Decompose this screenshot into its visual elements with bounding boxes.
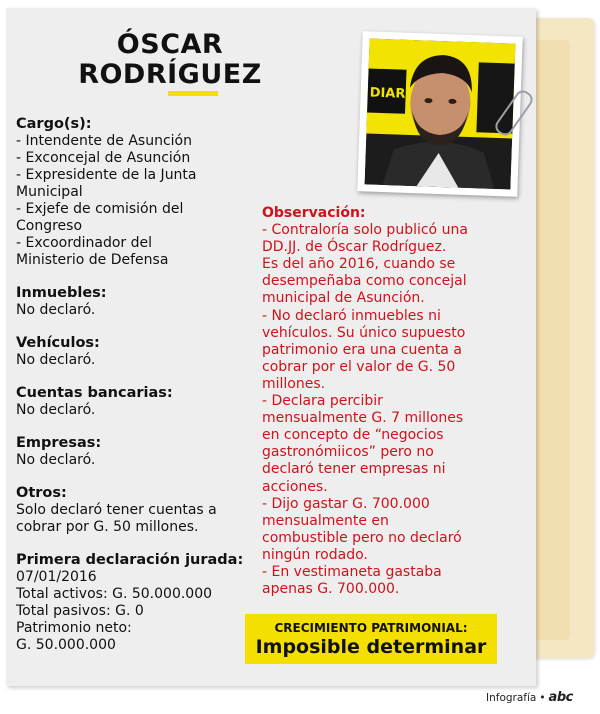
inmuebles-value: No declaró.: [16, 302, 96, 318]
patrimonial-growth-banner: [245, 614, 497, 664]
cuentas-value: No declaró.: [16, 402, 96, 418]
otros-line: Solo declaró tener cuentas a: [16, 502, 217, 518]
cargo-line: Ministerio de Defensa: [16, 252, 169, 268]
primera-declaracion-line: Patrimonio neto:: [16, 620, 132, 636]
portrait-image: [364, 38, 515, 189]
otros-section: [16, 485, 256, 536]
primera-declaracion-line: G. 50.000.000: [16, 637, 116, 653]
cargo-line: - Expresidente de la Junta: [16, 167, 197, 183]
banner-subtitle: CRECIMIENTO PATRIMONIAL:: [274, 621, 468, 635]
banner-title: Imposible determinar: [255, 636, 487, 658]
observation-line: - No declaró inmuebles ni: [262, 307, 441, 324]
observation-line: combustible pero no declaró: [262, 529, 462, 546]
observation-line: apenas G. 700.000.: [262, 581, 400, 598]
abc-logo: abc: [548, 690, 573, 705]
inmuebles-section: [16, 285, 256, 319]
observation-line: DD.JJ. de Óscar Rodríguez.: [262, 239, 447, 256]
vehiculos-section: [16, 335, 256, 369]
person-photo: [357, 31, 522, 196]
empresas-value: No declaró.: [16, 452, 96, 468]
primera-declaracion-section: [16, 552, 256, 654]
cargo-line: - Intendente de Asunción: [16, 133, 192, 149]
observation-line: acciones.: [262, 478, 328, 495]
observation-line: declaró tener empresas ni: [262, 461, 446, 478]
otros-line: cobrar por G. 50 millones.: [16, 519, 199, 535]
credit-label: Infografía: [486, 692, 537, 704]
otros-label: Otros:: [16, 485, 67, 501]
cargos-label: Cargo(s):: [16, 116, 92, 132]
cargos-section: [16, 116, 256, 269]
cargo-line: Congreso: [16, 218, 83, 234]
primera-declaracion-label: Primera declaración jurada:: [16, 552, 244, 568]
observation-line: gastronómiicos” pero no: [262, 444, 434, 461]
observation-line: mensualmente en: [262, 512, 389, 529]
observation-line: desempeñaba como concejal: [262, 273, 467, 290]
observation-section: [262, 205, 502, 598]
declaration-summary: [16, 116, 256, 670]
primera-declaracion-line: Total pasivos: G. 0: [16, 603, 144, 619]
primera-declaracion-line: 07/01/2016: [16, 569, 97, 585]
observation-line: vehículos. Su único supuesto: [262, 324, 466, 341]
observation-line: - Contraloría solo publicó una: [262, 222, 468, 239]
observation-line: cobrar por el valor de G. 50: [262, 358, 456, 375]
person-name: [60, 30, 280, 90]
cargo-line: Municipal: [16, 184, 83, 200]
cargo-line: - Exjefe de comisión del: [16, 201, 184, 217]
observation-line: - Dijo gastar G. 700.000: [262, 495, 430, 512]
observation-line: Es del año 2016, cuando se: [262, 256, 456, 273]
credit-line: [486, 690, 573, 705]
empresas-section: [16, 435, 256, 469]
observation-line: - En vestimaneta gastaba: [262, 563, 442, 580]
name-line-1: ÓSCAR: [116, 29, 224, 60]
observation-line: patrimonio era una cuenta a: [262, 341, 462, 358]
inmuebles-label: Inmuebles:: [16, 285, 107, 301]
cargo-line: - Exconcejal de Asunción: [16, 150, 191, 166]
cuentas-label: Cuentas bancarias:: [16, 385, 173, 401]
observation-line: municipal de Asunción.: [262, 290, 425, 307]
observation-line: millones.: [262, 375, 326, 392]
vehiculos-value: No declaró.: [16, 352, 96, 368]
observation-label: Observación:: [262, 205, 366, 221]
observation-line: - Declara percibir: [262, 393, 383, 410]
cuentas-section: [16, 385, 256, 419]
vehiculos-label: Vehículos:: [16, 335, 100, 351]
cargo-line: - Excoordinador del: [16, 235, 153, 251]
bullet-icon: •: [539, 692, 546, 704]
photo-sign-text: DIARI: [369, 85, 411, 102]
observation-line: mensualmente G. 7 millones: [262, 410, 464, 427]
empresas-label: Empresas:: [16, 435, 102, 451]
primera-declaracion-line: Total activos: G. 50.000.000: [16, 586, 213, 602]
observation-line: en concepto de “negocios: [262, 427, 444, 444]
name-underline: [168, 91, 218, 96]
observation-line: ningún rodado.: [262, 546, 368, 563]
name-line-2: RODRÍGUEZ: [78, 59, 262, 90]
